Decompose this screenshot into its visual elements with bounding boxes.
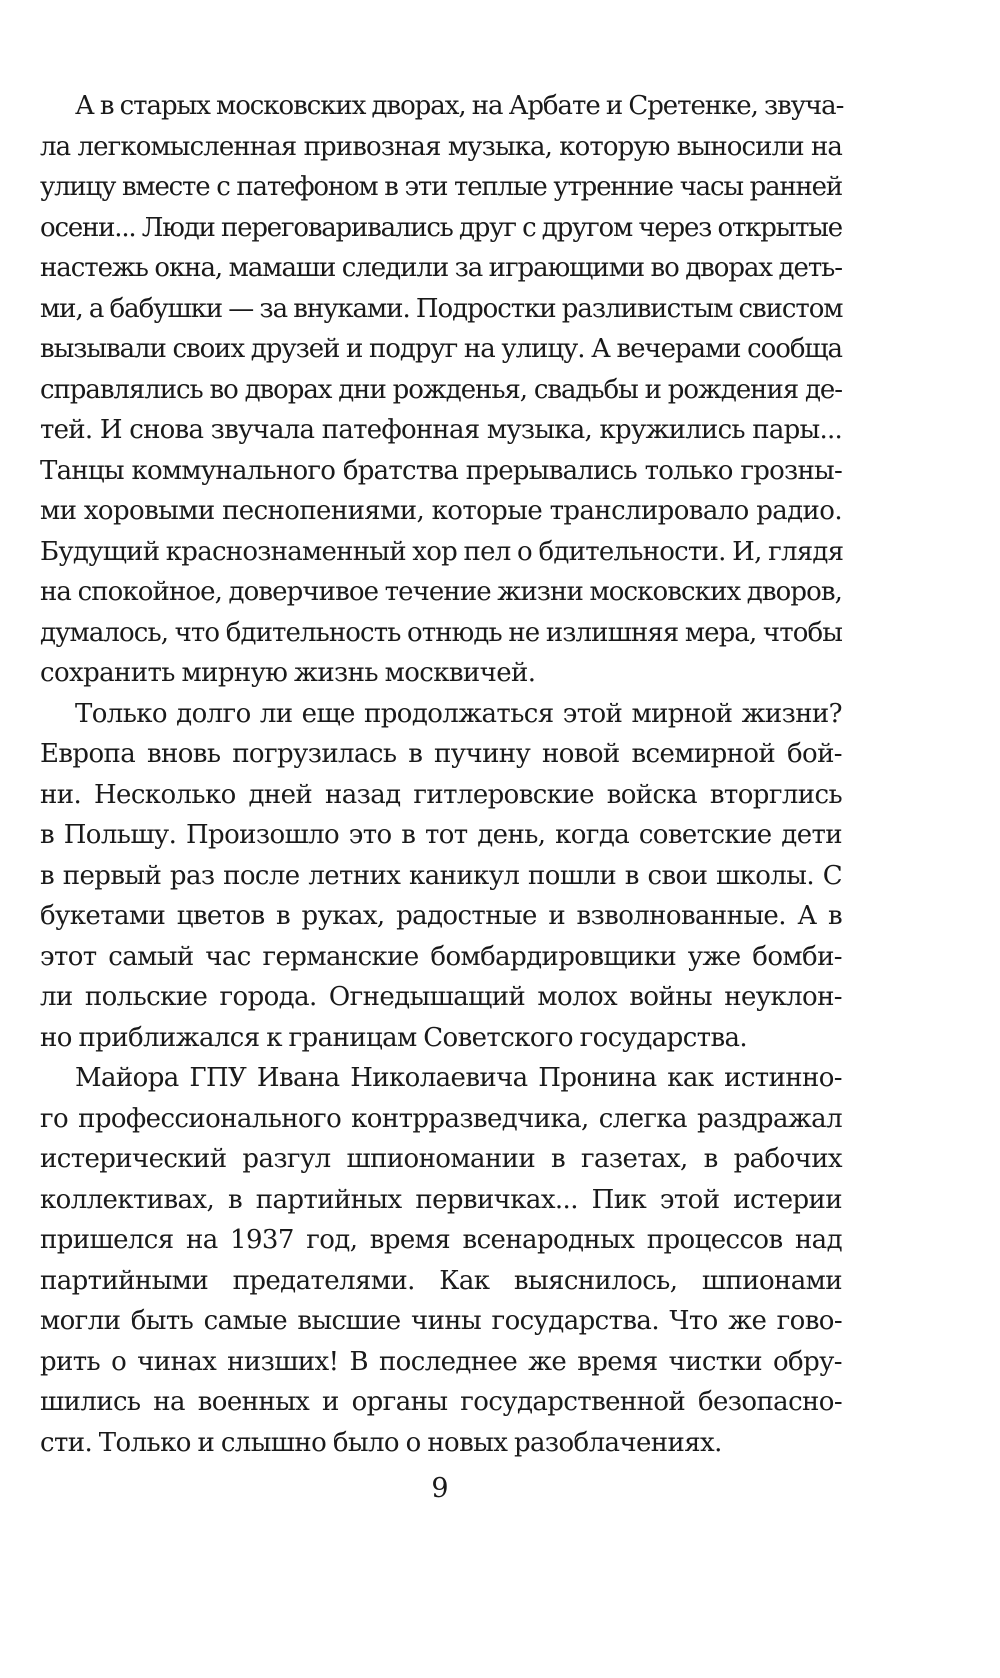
text-line: пришелся на 1937 год, время всенародных процессов над — [40, 1225, 842, 1255]
text-line: но приближался к границам Советского государства. — [40, 1022, 748, 1053]
text-line: го профессионального контрразведчика, слегка раздражал — [40, 1103, 842, 1134]
text-line: на спокойное, доверчивое течение жизни московских дворов, — [40, 577, 842, 607]
text-line: коллективах, в партийных первичках... Пик этой истерии — [40, 1184, 842, 1215]
text-line: букетами цветов в руках, радостные и взволнованные. А в — [40, 901, 842, 931]
text-line: Танцы коммунального братства прерывались только грозны- — [40, 455, 842, 486]
text-line: ла легкомысленная привозная музыка, которую выносили на — [40, 131, 842, 162]
text-line: улицу вместе с патефоном в эти теплые утренние часы ранней — [40, 172, 842, 202]
text-line: ми хоровыми песнопениями, которые транслировало радио. — [40, 496, 842, 526]
text-line: Европа вновь погрузилась в пучину новой всемирной бой- — [40, 739, 842, 769]
text-line: истерический разгул шпиономании в газетах, в рабочих — [40, 1144, 842, 1174]
body-text — [40, 86, 842, 1463]
text-line: в Польшу. Произошло это в тот день, когда советские дети — [40, 820, 842, 850]
text-line: вызывали своих друзей и подруг на улицу. А вечерами сообща — [40, 334, 842, 364]
text-line: ли польские города. Огнедышащий молох войны неуклон- — [40, 982, 842, 1012]
text-line: шились на военных и органы государственной безопасно- — [40, 1387, 842, 1417]
text-line: думалось, что бдительность отнюдь не излишняя мера, чтобы — [40, 617, 842, 648]
text-line: сти. Только и слышно было о новых разоблачениях. — [40, 1427, 722, 1458]
text-line: ми, а бабушки — за внуками. Подростки разливистым свистом — [40, 293, 843, 324]
text-line: Только долго ли еще продолжаться этой мирной жизни? — [75, 698, 842, 729]
text-line: могли быть самые высшие чины государства. Что же гово- — [40, 1306, 842, 1336]
text-line: этот самый час германские бомбардировщики уже бомби- — [40, 941, 842, 972]
text-line: осени... Люди переговаривались друг с другом через открытые — [40, 212, 842, 243]
text-line: рить о чинах низших! В последнее же время чистки обру- — [40, 1346, 842, 1377]
text-line: справлялись во дворах дни рожденья, свадьбы и рождения де- — [40, 374, 842, 405]
text-line: партийными предателями. Как выяснилось, шпионами — [40, 1265, 842, 1296]
text-line: Майора ГПУ Ивана Николаевича Пронина как истинно- — [75, 1063, 842, 1093]
text-line: сохранить мирную жизнь москвичей. — [40, 658, 536, 688]
text-line: Будущий краснознаменный хор пел о бдительности. И, глядя — [40, 536, 844, 567]
text-line: А в старых московских дворах, на Арбате и Сретенке, звуча- — [75, 91, 844, 121]
text-line: тей. И снова звучала патефонная музыка, кружились пары... — [40, 415, 842, 445]
text-line: в первый раз после летних каникул пошли в свои школы. С — [40, 860, 842, 891]
text-line: настежь окна, мамаши следили за играющими во дворах деть- — [40, 253, 842, 283]
text-line: ни. Несколько дней назад гитлеровские войска вторглись — [40, 779, 842, 810]
page-number: 9 — [431, 1473, 449, 1504]
